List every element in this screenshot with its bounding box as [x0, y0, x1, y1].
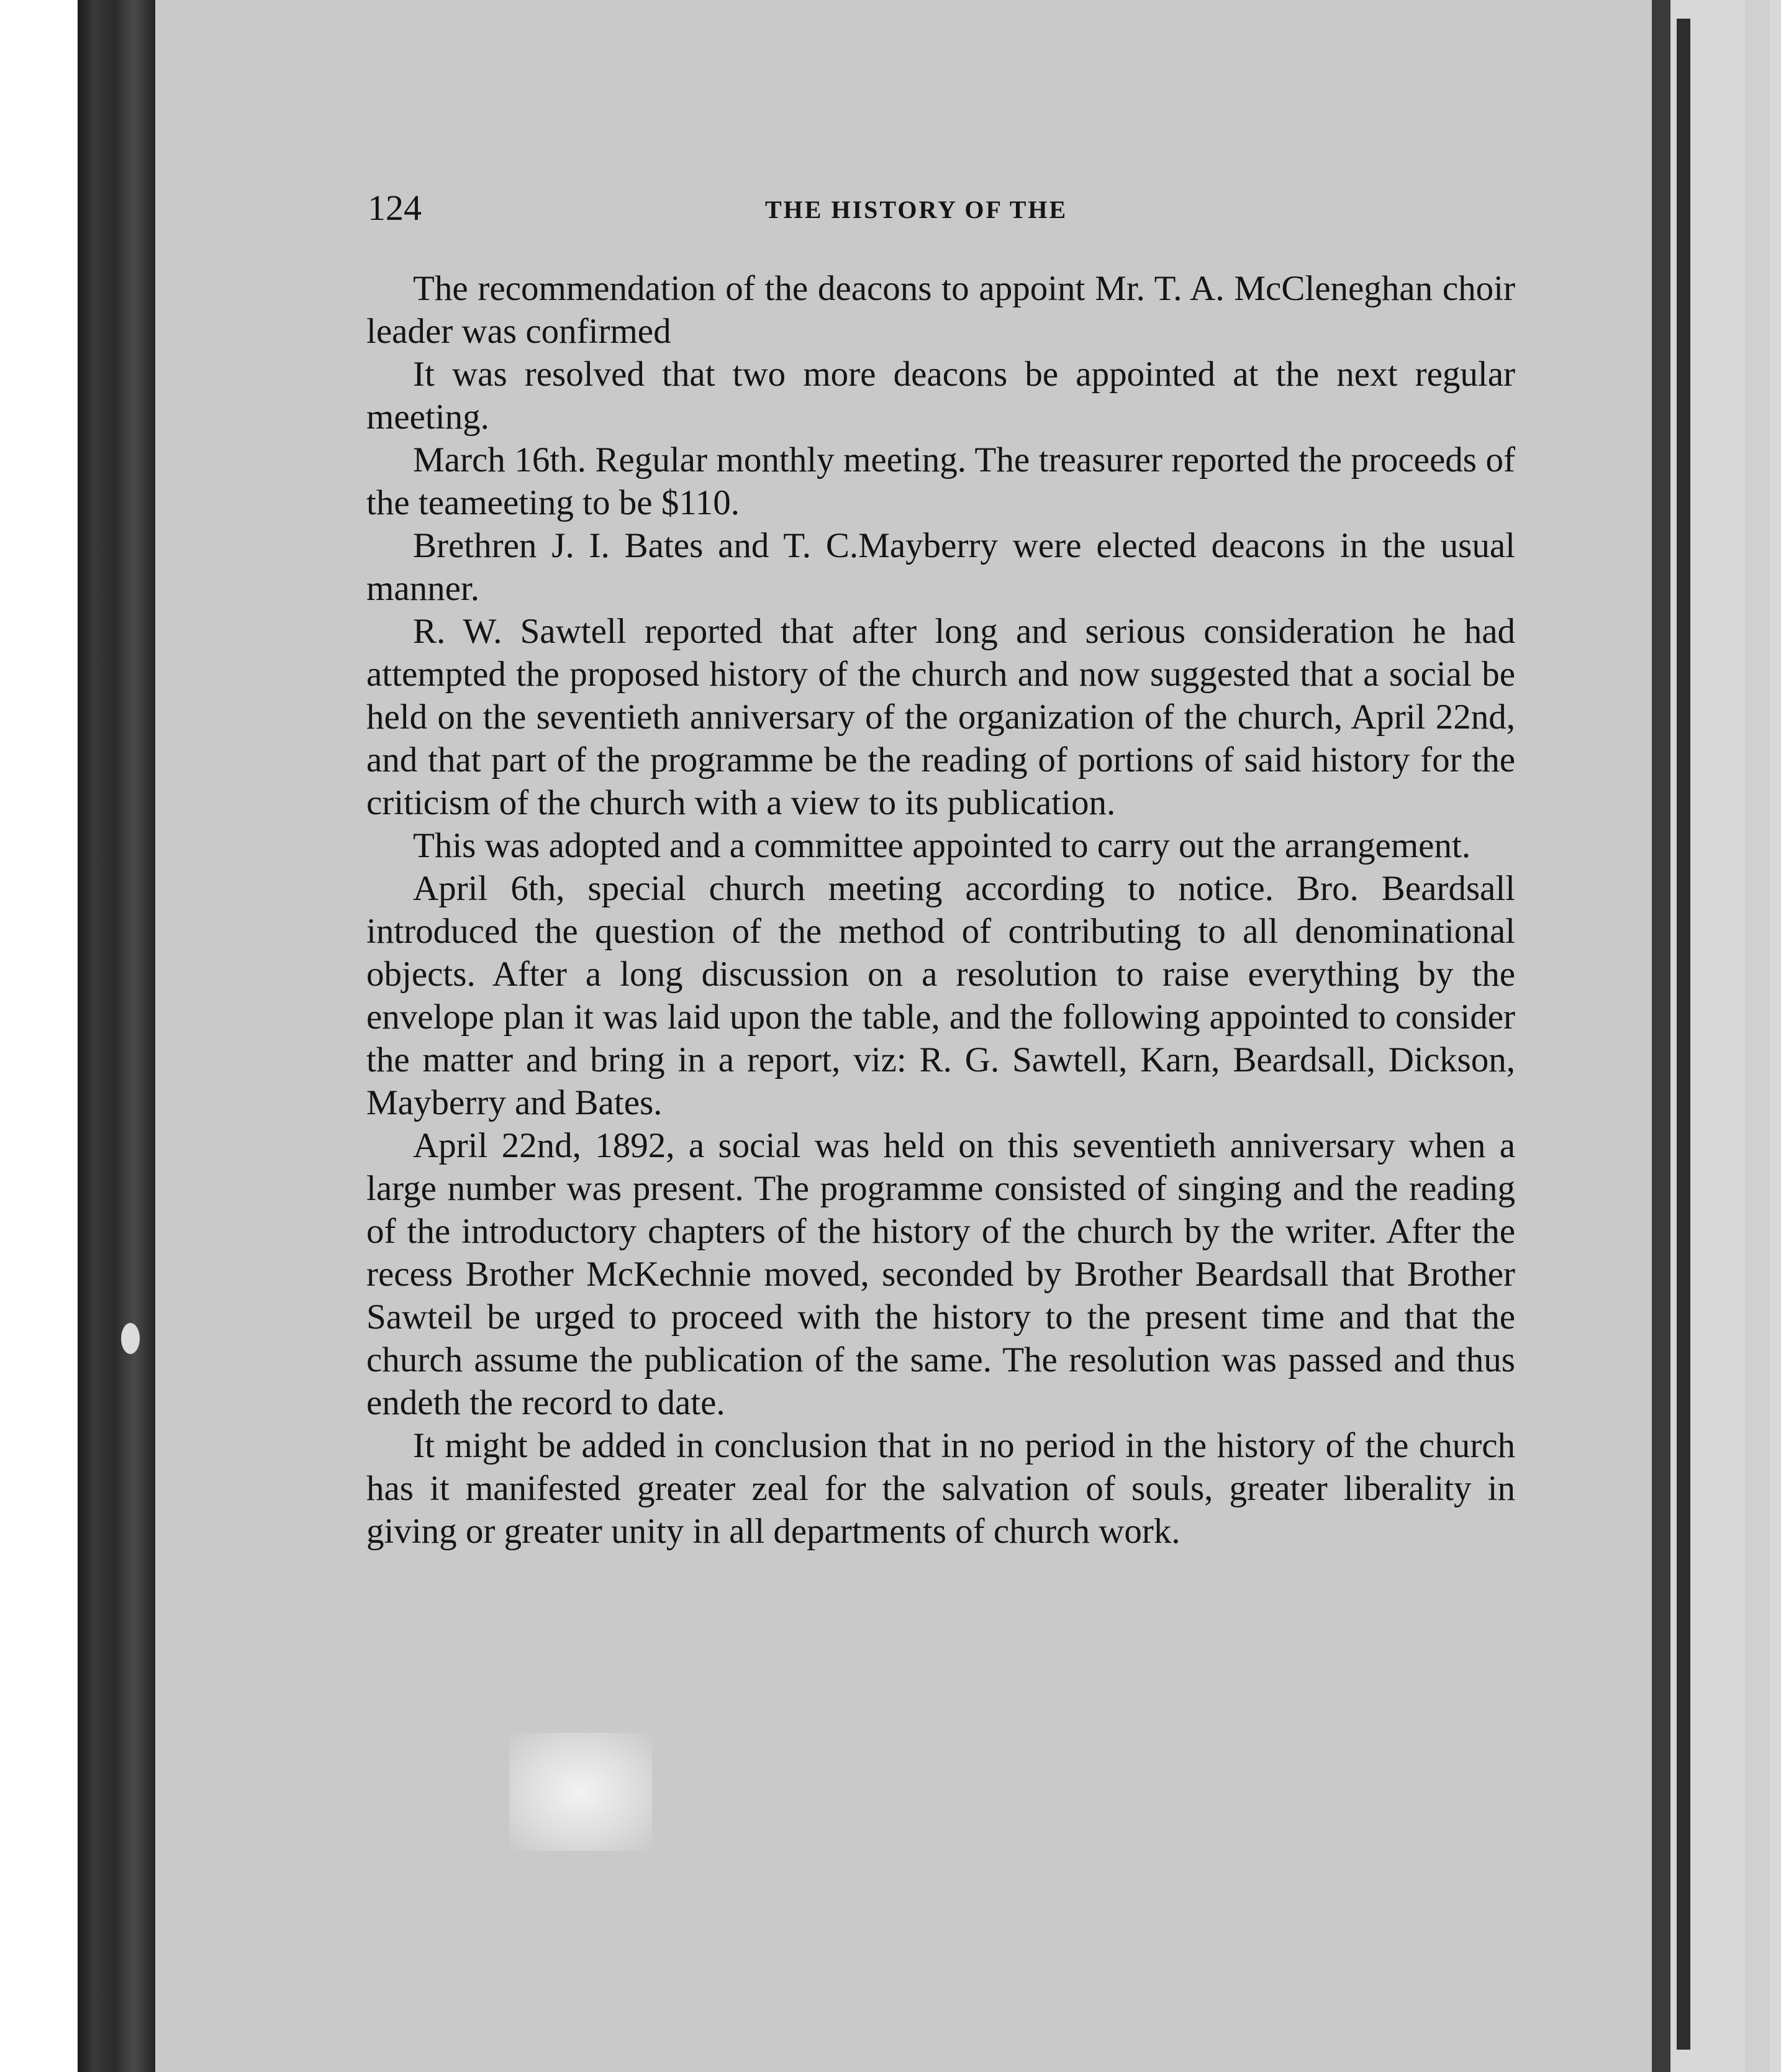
book-binding-edge — [78, 0, 158, 2072]
margin-blot — [121, 1323, 140, 1354]
page-edge-shadow — [1652, 0, 1670, 2072]
adjacent-page-edge — [1677, 19, 1690, 2050]
page-header — [368, 186, 1498, 230]
paragraph: April 6th, special church meeting according to notice. Bro. Beardsall introduced the question of the method of contributing to all denominational objects. After a long discussion on a resolution to raise everything by the envelope plan it was laid upon the table, and the following appointed to consider the matter and bring in a report, viz: R. G. Sawtell, Karn, Beardsall, Dickson, Mayberry and Bates. — [366, 869, 1515, 1122]
running-head: THE HISTORY OF THE — [765, 196, 1068, 224]
paragraph: It might be added in conclusion that in no period in the history of the church has it manifested greater zeal for the salvation of souls, greater liberality in giving or greater unity in all departments of church work. — [366, 1426, 1515, 1551]
paragraph: The recommendation of the deacons to appoint Mr. T. A. McCleneghan choir leader was confirmed — [366, 269, 1515, 351]
margin-strip — [1745, 0, 1770, 2072]
paragraph: Brethren J. I. Bates and T. C.Mayberry were elected deacons in the usual manner. — [366, 526, 1515, 608]
paragraph: This was adopted and a committee appointed to carry out the arrangement. — [413, 826, 1471, 865]
faded-print-area — [509, 1733, 652, 1851]
paragraph: March 16th. Regular monthly meeting. The treasurer reported the proceeds of the teameeting to be $110. — [366, 440, 1515, 522]
page-number: 124 — [368, 188, 422, 228]
paragraph: April 22nd, 1892, a social was held on this seventieth anniversary when a large number was present. The programme consisted of singing and the reading of the introductory chapters of the history of the church by the writer. After the recess Brother McKechnie moved, seconded by Brother Beardsall that Brother Sawteil be urged to proceed with the history to the present time and that the church assume the publication of the same. The resolution was passed and thus endeth the record to date. — [366, 1126, 1515, 1422]
paragraph: R. W. Sawtell reported that after long and serious consideration he had attempted the proposed history of the church and now suggested that a social be held on the seventieth anniversary of the organization of the church, April 22nd, and that part of the programme be the reading of portions of said history for the criticism of the church with a view to its publication. — [366, 612, 1515, 822]
paragraph: It was resolved that two more deacons be appointed at the next regular meeting. — [366, 355, 1515, 437]
body-text — [366, 267, 1515, 1553]
